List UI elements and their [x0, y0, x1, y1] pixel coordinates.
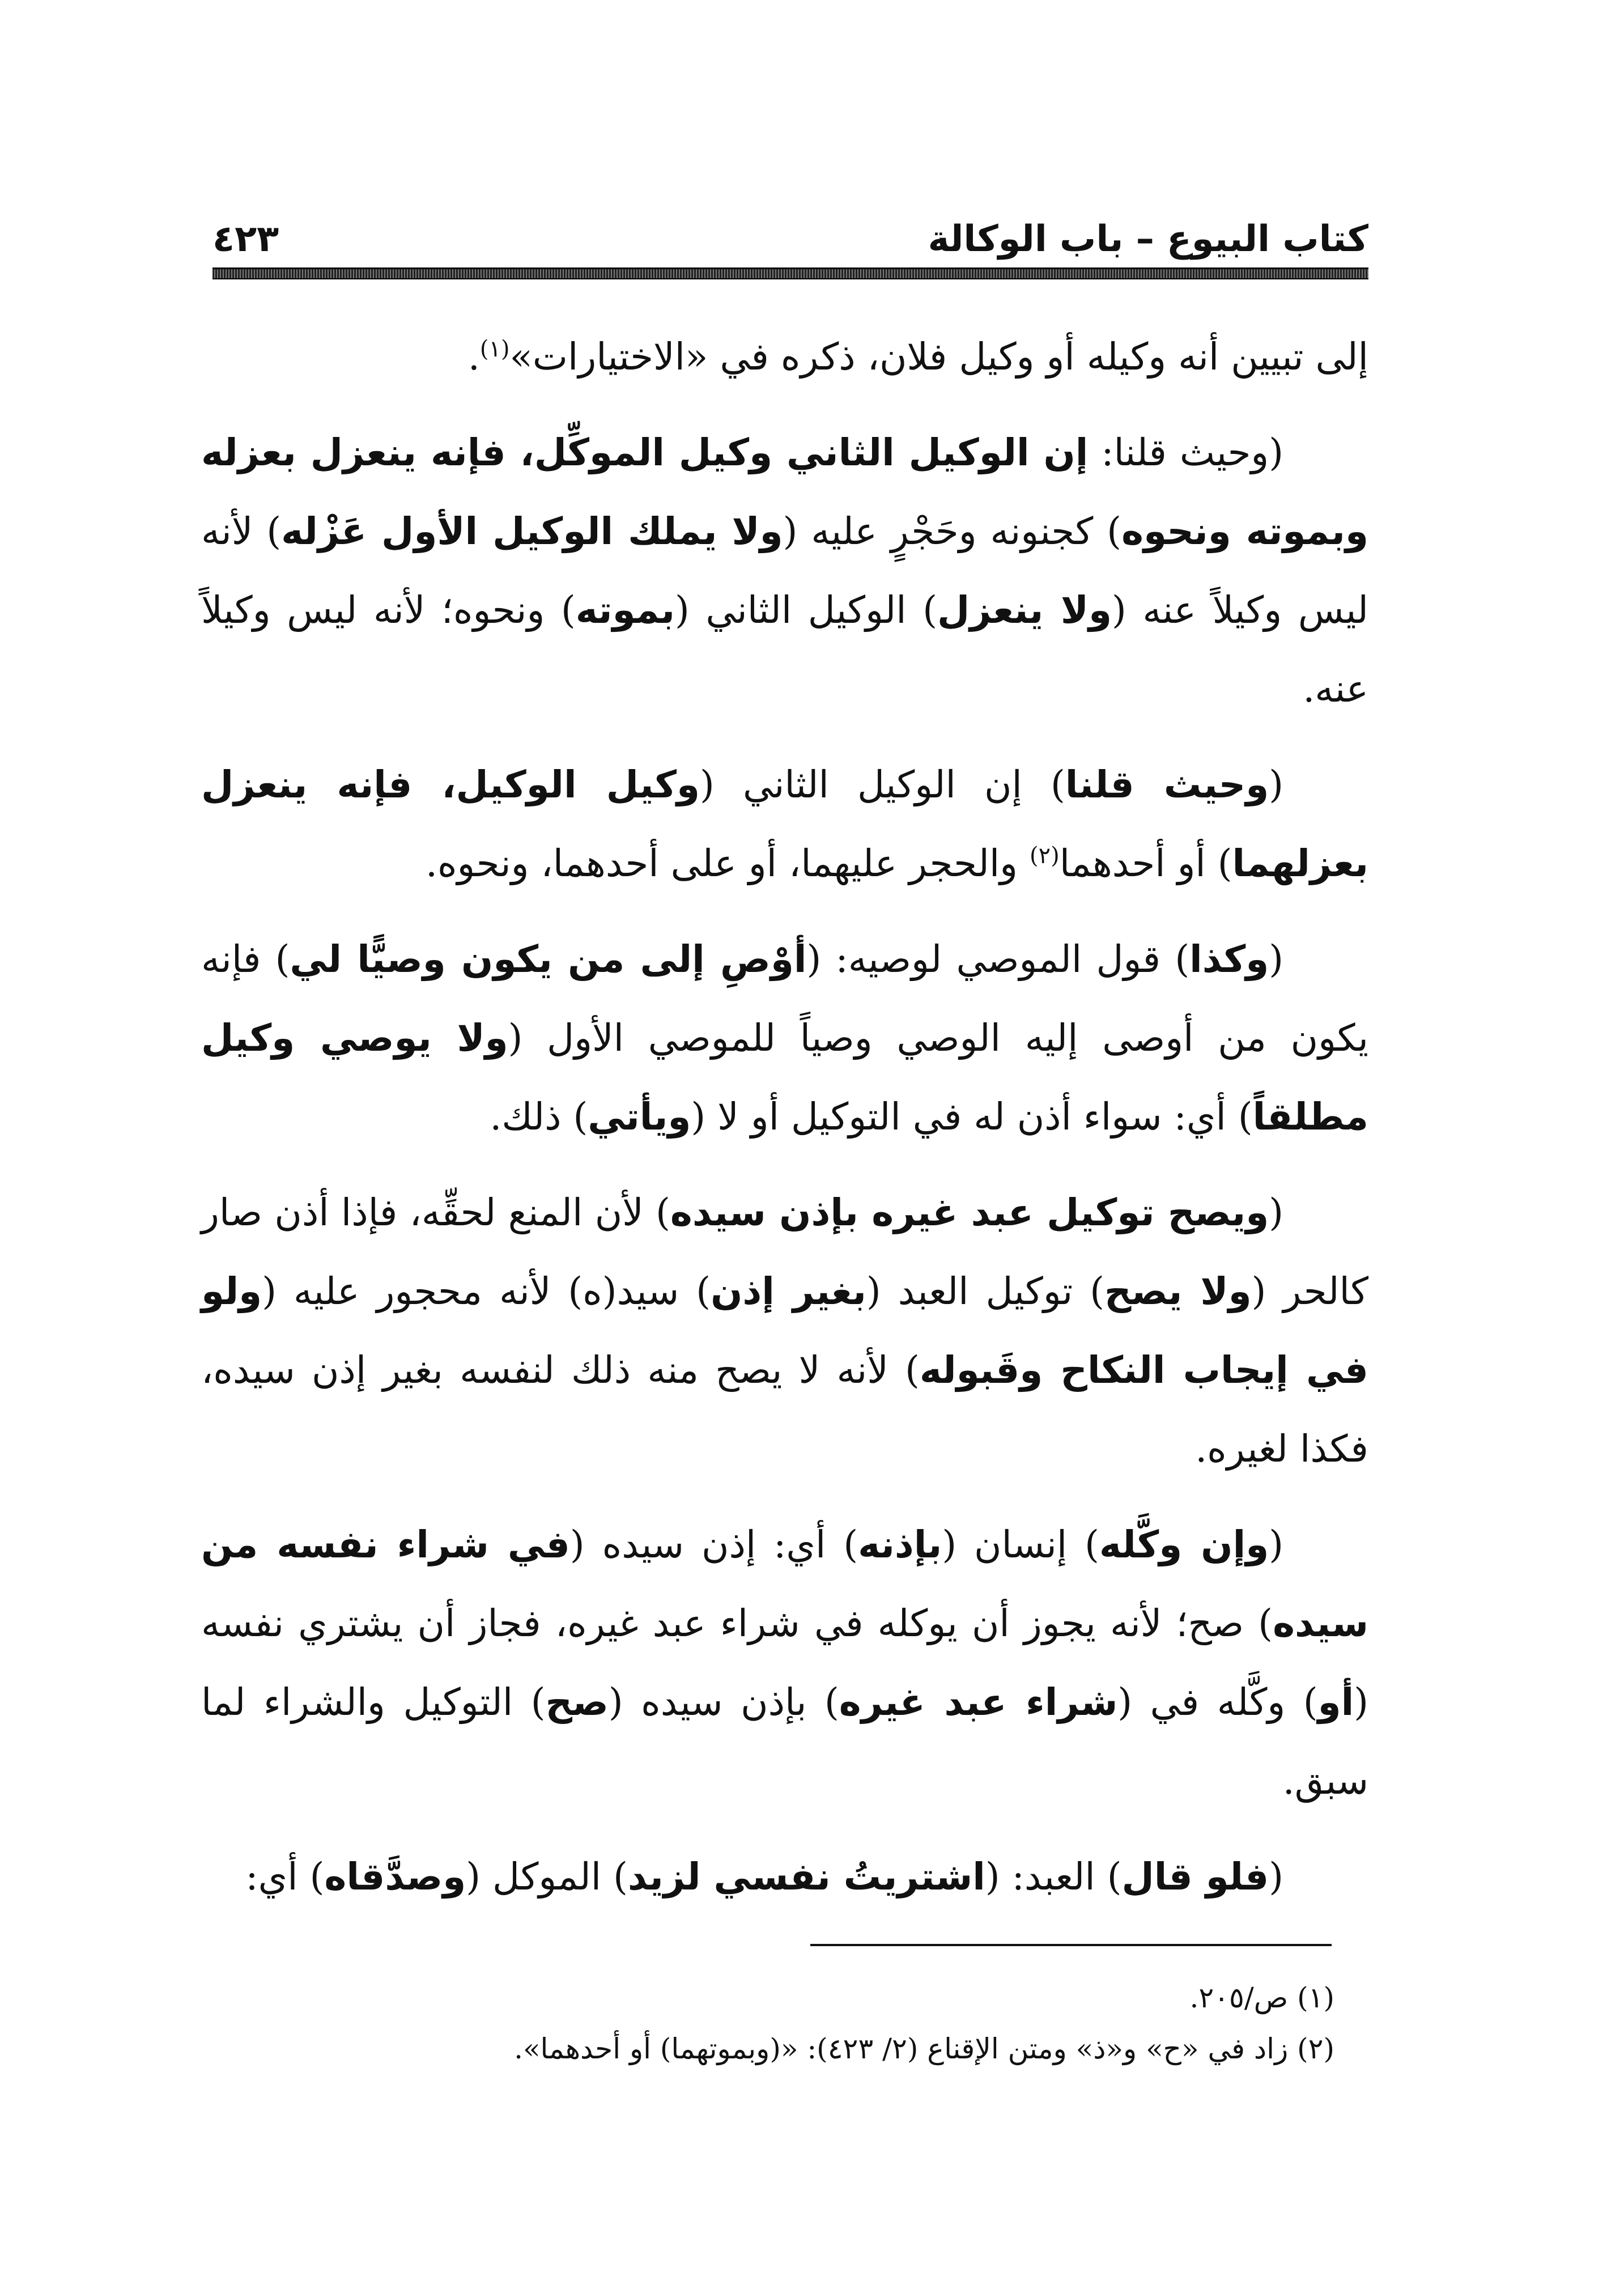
bold-matn-text: بغير إذن [711, 1269, 866, 1313]
bold-matn-text: صح [545, 1680, 609, 1724]
bold-matn-text: ويصح توكيل عبد غيره بإذن سيده [670, 1191, 1269, 1234]
commentary-text: ) إنسان ( [942, 1523, 1099, 1566]
commentary-text: ) سيد(ه) لأنه محجور عليه ( [262, 1269, 711, 1313]
paragraph-6 [201, 1505, 1368, 1820]
commentary-text: ) ونحوه؛ لأنه ليس وكيلاً عنه. [201, 588, 1368, 711]
bold-matn-text: ولا يصح [1104, 1269, 1252, 1313]
commentary-text: ) أي: إذن سيده ( [569, 1523, 858, 1566]
bold-matn-text: وصدَّقاه [324, 1855, 466, 1899]
page-number: ٤٢٣ [212, 218, 279, 260]
commentary-text: ) فإنه يكون من أوصى إليه الوصي وصياً للموصي الأول ( [201, 937, 1368, 1060]
bold-matn-text: ويأتي [588, 1095, 691, 1139]
footnote-2: (٢) زاد في «ح» و«ذ» ومتن الإقناع (٢/ ٤٢٣): «(وبموتهما) أو أحدهما». [514, 2032, 1334, 2065]
commentary-text: ) لأن المنع لحقِّه، فإذا أذن صار كالحر ( [201, 1191, 1368, 1313]
paragraph-5 [201, 1173, 1368, 1488]
bold-matn-text: وحيث قلنا [1065, 763, 1269, 806]
bold-matn-text: وكذا [1189, 937, 1269, 981]
bold-matn-text: أوْصِ إلى من يكون وصيًّا لي [290, 937, 807, 981]
paragraph-7 [201, 1837, 1368, 1916]
commentary-text: (وحيث قلنا: [1088, 431, 1283, 474]
footnote-separator [810, 1944, 1332, 1946]
footnote-ref-1[interactable]: (١) [479, 336, 510, 362]
commentary-text: ) قول الموصي لوصيه: ( [806, 937, 1190, 981]
commentary-text: ) التوكيل والشراء لما سبق. [201, 1680, 1368, 1803]
commentary-text: ) العبد: ( [985, 1855, 1122, 1899]
bold-matn-text: وإن وكَّله [1099, 1523, 1269, 1566]
bold-matn-text: بموته [575, 588, 675, 632]
commentary-text: ) وكَّله في ( [1117, 1680, 1318, 1724]
commentary-text: ) لأنه ليس وكيلاً عنه ( [201, 509, 1368, 632]
footnote-1: (١) ص/٢٠٥. [1189, 1981, 1334, 2014]
bold-matn-text: ولا يوصي وكيل مطلقاً [201, 1016, 1368, 1139]
commentary-text: ) ذلك. [490, 1095, 588, 1139]
commentary-text: ) بإذن سيده ( [608, 1680, 839, 1724]
commentary-text: ) أي: سواء أذن له في التوكيل أو لا ( [691, 1095, 1253, 1139]
chapter-title: كتاب البيوع – باب الوكالة [928, 218, 1368, 260]
bold-matn-text: في شراء نفسه من سيده [201, 1523, 1368, 1645]
bold-matn-text: أو [1317, 1680, 1354, 1724]
commentary-text: ) توكيل العبد ( [866, 1269, 1105, 1313]
commentary-text: ( [1269, 1523, 1283, 1566]
commentary-text: ) أو أحدهما [1059, 842, 1232, 885]
running-header [212, 218, 1368, 258]
bold-matn-text: اشتريتُ نفسي لزيد [627, 1855, 985, 1899]
paragraph-3 [201, 745, 1368, 903]
footnotes [201, 1972, 1334, 2074]
commentary-text: ( [1269, 1855, 1283, 1899]
commentary-text: ) صح؛ لأنه يجوز أن يوكله في شراء عبد غيره، فجاز أن يشتري نفسه ( [201, 1602, 1368, 1724]
commentary-text: ( [1269, 763, 1283, 806]
bold-matn-text: ولا ينعزل [937, 588, 1112, 632]
commentary-text: ) لأنه لا يصح منه ذلك لنفسه بغير إذن سيده، فكذا لغيره. [201, 1348, 1368, 1471]
footnote-ref-2[interactable]: (٢) [1030, 843, 1060, 869]
commentary-text: ( [1269, 937, 1283, 981]
paragraph-4 [201, 920, 1368, 1156]
commentary-text: ( [1269, 1191, 1283, 1234]
commentary-text: ) أي: [245, 1855, 325, 1899]
bold-matn-text: وكيل الوكيل، فإنه ينعزل بعزلهما [201, 763, 1368, 885]
commentary-text: . [467, 335, 480, 379]
commentary-text: ) إن الوكيل الثاني ( [700, 763, 1065, 806]
bold-matn-text: بإذنه [858, 1523, 942, 1566]
paragraph-1 [201, 317, 1368, 396]
bold-matn-text: شراء عبد غيره [839, 1680, 1118, 1724]
commentary-text: ) الوكيل الثاني ( [674, 588, 937, 632]
paragraph-2 [201, 413, 1368, 728]
commentary-text: والحجر عليهما، أو على أحدهما، ونحوه. [425, 842, 1030, 885]
bold-matn-text: إن الوكيل الثاني وكيل الموكِّل، فإنه ينعزل بعزله وبموته ونحوه [201, 431, 1368, 553]
commentary-text: ) كجنونه وحَجْرٍ عليه ( [783, 509, 1122, 553]
bold-matn-text: فلو قال [1121, 1855, 1269, 1899]
commentary-text: ) الموكل ( [466, 1855, 628, 1899]
header-rule [212, 267, 1368, 279]
bold-matn-text: ولا يملك الوكيل الأول عَزْله [281, 509, 783, 553]
main-text [201, 317, 1368, 1933]
commentary-text: إلى تبيين أنه وكيله أو وكيل فلان، ذكره في «الاختيارات» [509, 335, 1368, 379]
bold-matn-text: ولو في إيجاب النكاح وقَبوله [201, 1269, 1368, 1392]
